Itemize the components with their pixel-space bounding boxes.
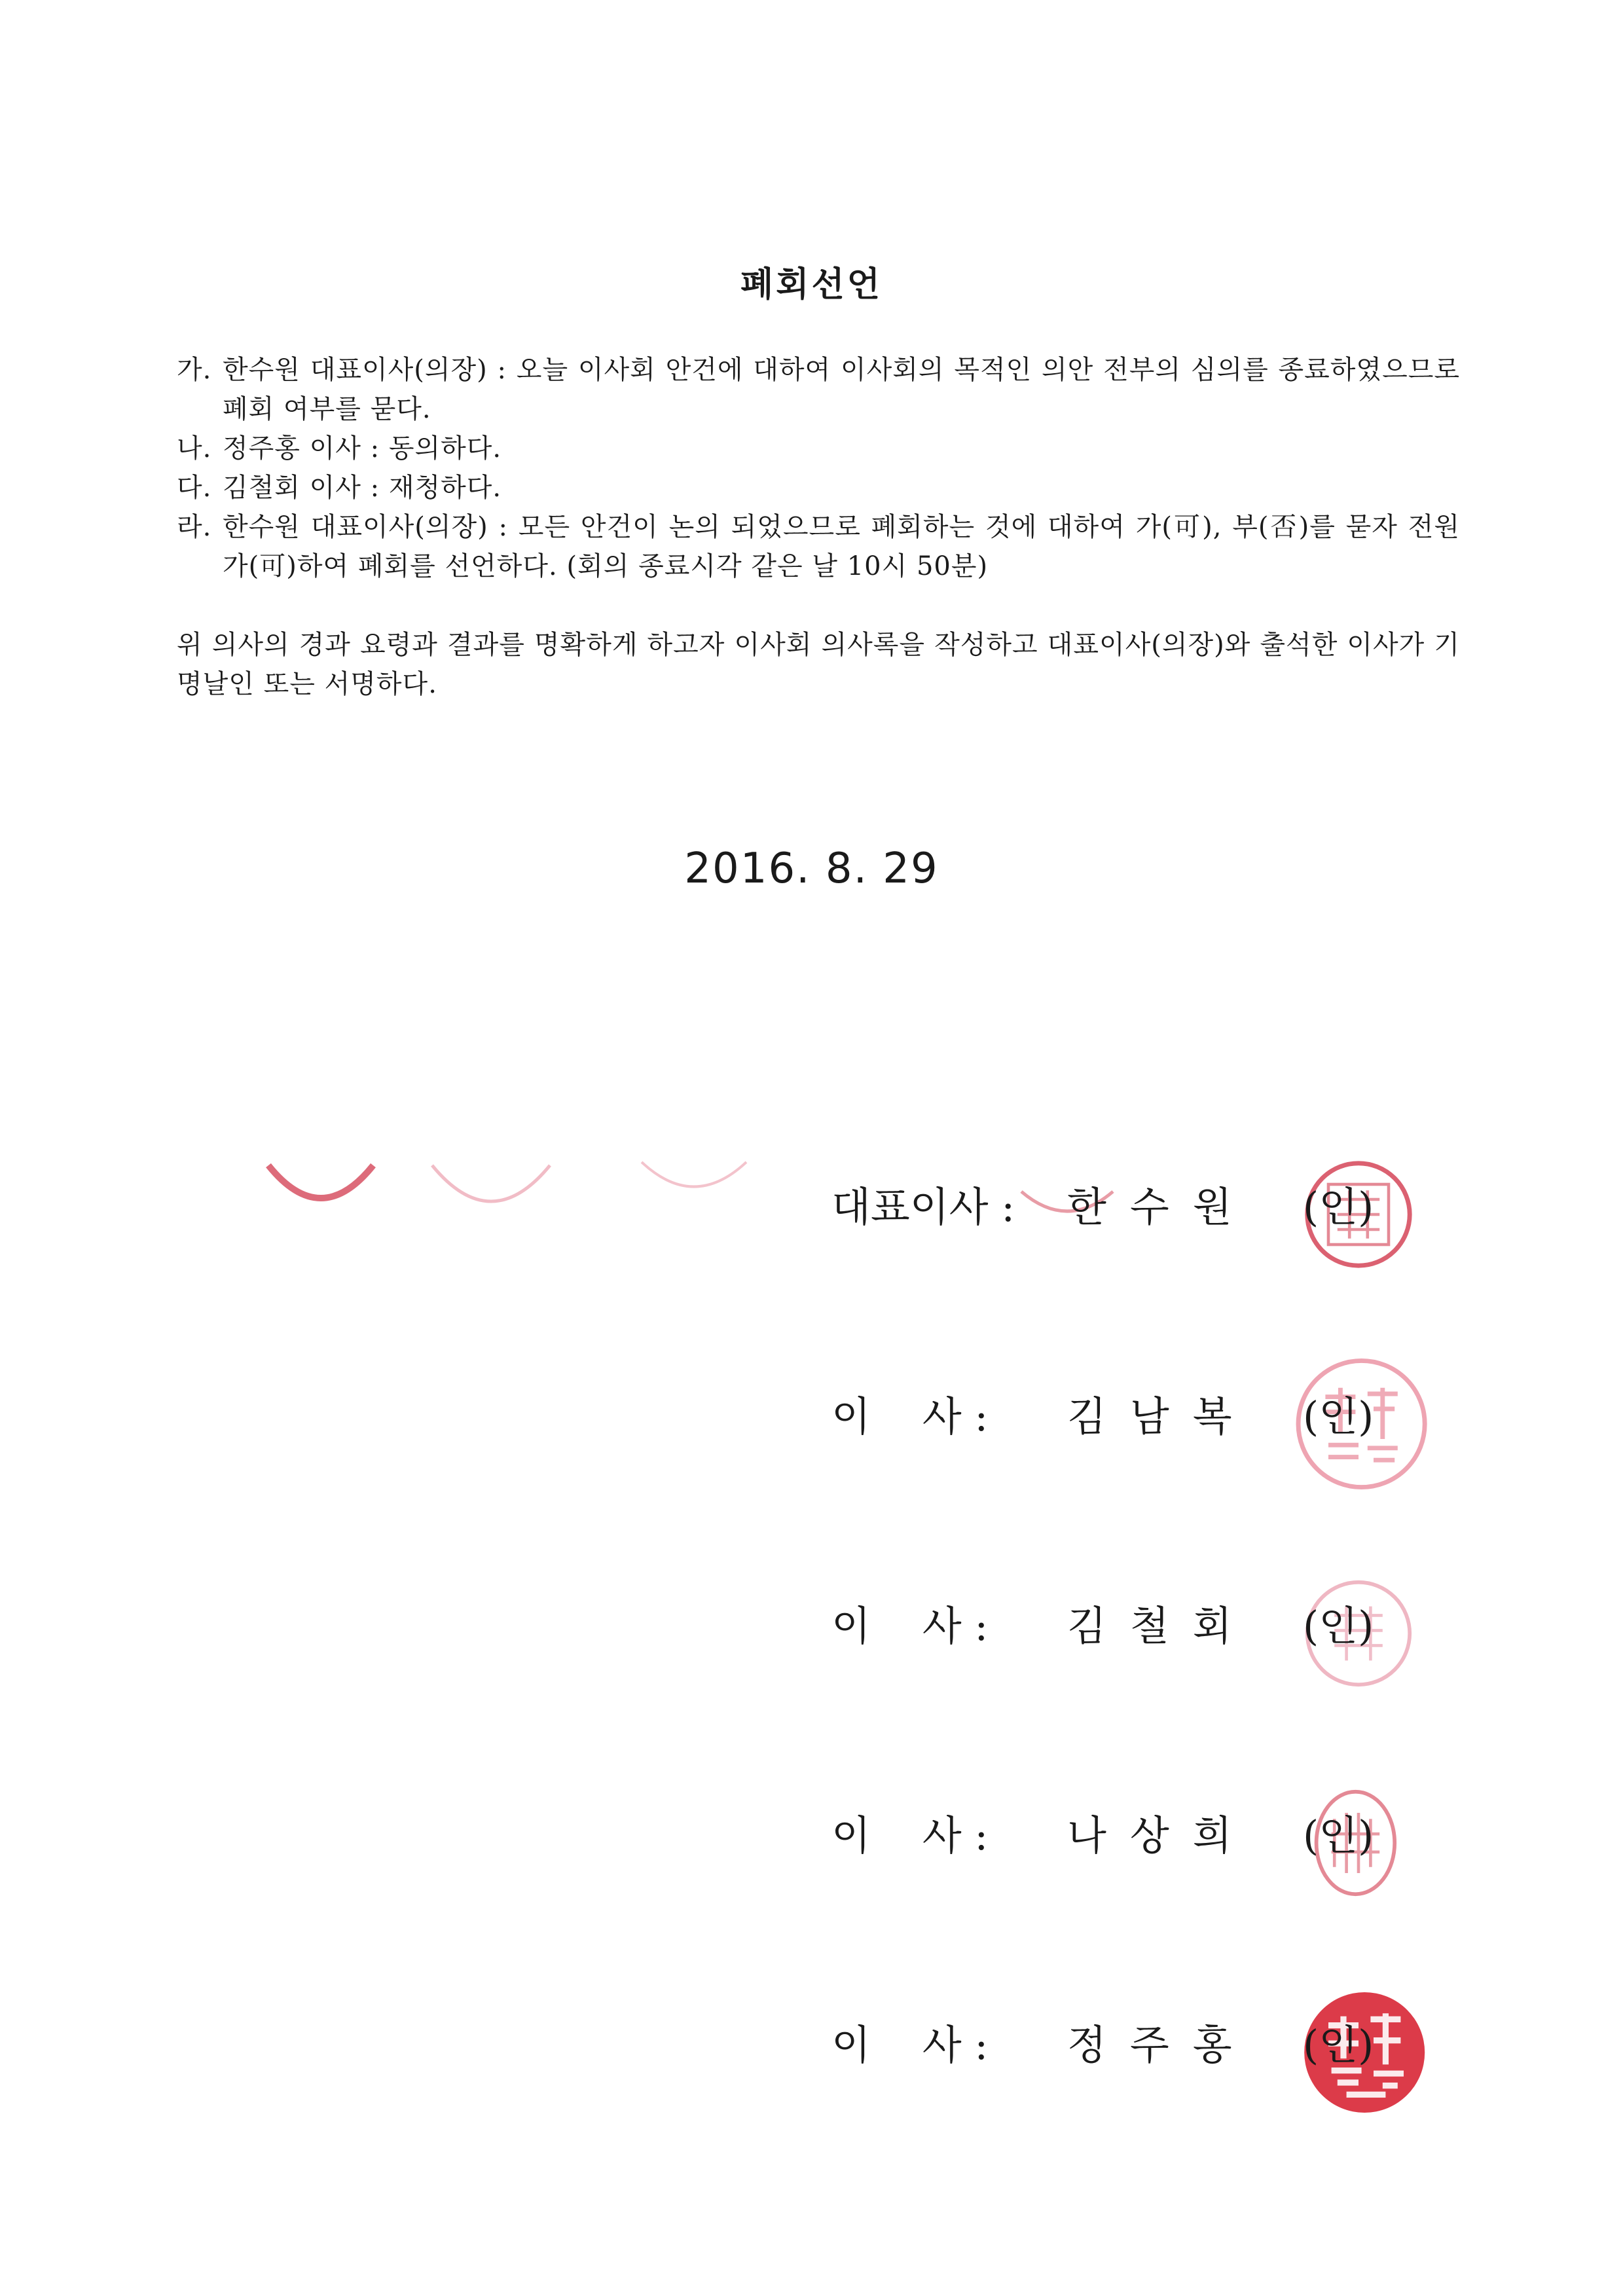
signature-line (831, 1368, 1519, 1440)
item-marker: 가. (177, 355, 212, 385)
signer-role: 이 사 : (831, 1602, 989, 1650)
signer-name: 한수원 (1067, 1183, 1256, 1231)
seal-label: (인) (1303, 1183, 1374, 1231)
list-item (177, 429, 1460, 468)
signer-role: 대표이사 : (831, 1183, 1015, 1231)
seal-label: (인) (1303, 1812, 1374, 1859)
signature-line (831, 1159, 1519, 1231)
signer-role: 이 사 : (831, 1393, 989, 1440)
signer-role: 이 사 : (831, 1812, 989, 1859)
signer-name: 김남복 (1067, 1393, 1256, 1440)
signature-line (831, 1997, 1519, 2069)
seal-label: (인) (1303, 1393, 1374, 1440)
seal-label: (인) (1303, 1602, 1374, 1650)
item-text: 정주홍 이사 : 동의하다. (223, 433, 502, 464)
closing-paragraph: 위 의사의 경과 요령과 결과를 명확하게 하고자 이사회 의사록을 작성하고 대표이사(의장)와 출석한 이사가 기명날인 또는 서명하다. (177, 630, 1460, 699)
item-text: 한수원 대표이사(의장) : 모든 안건이 논의 되었으므로 폐회하는 것에 대하여 가(可), 부(否)를 묻자 전원 가(可)하여 폐회를 선언하다. (회의 종료시각 같은 날 10시 50분) (223, 512, 1460, 581)
document-date: 2016. 8. 29 (684, 845, 939, 893)
seal-label: (인) (1303, 2021, 1374, 2069)
item-marker: 라. (177, 512, 212, 542)
signer-role: 이 사 : (831, 2021, 989, 2069)
signer-name: 정주홍 (1067, 2021, 1256, 2069)
signature-line (831, 1787, 1519, 1859)
list-item (177, 507, 1460, 586)
signature-line (831, 1578, 1519, 1650)
item-text: 김철회 이사 : 재청하다. (223, 473, 502, 503)
item-text: 한수원 대표이사(의장) : 오늘 이사회 안건에 대하여 이사회의 목적인 의안 전부의 심의를 종료하였으므로 폐회 여부를 묻다. (223, 355, 1460, 424)
signer-name: 나상희 (1067, 1812, 1256, 1859)
item-marker: 다. (177, 473, 212, 503)
list-item (177, 468, 1460, 507)
signer-name: 김철회 (1067, 1602, 1256, 1650)
document-title: 폐회선언 (740, 264, 883, 304)
list-item (177, 350, 1460, 429)
item-marker: 나. (177, 433, 212, 464)
